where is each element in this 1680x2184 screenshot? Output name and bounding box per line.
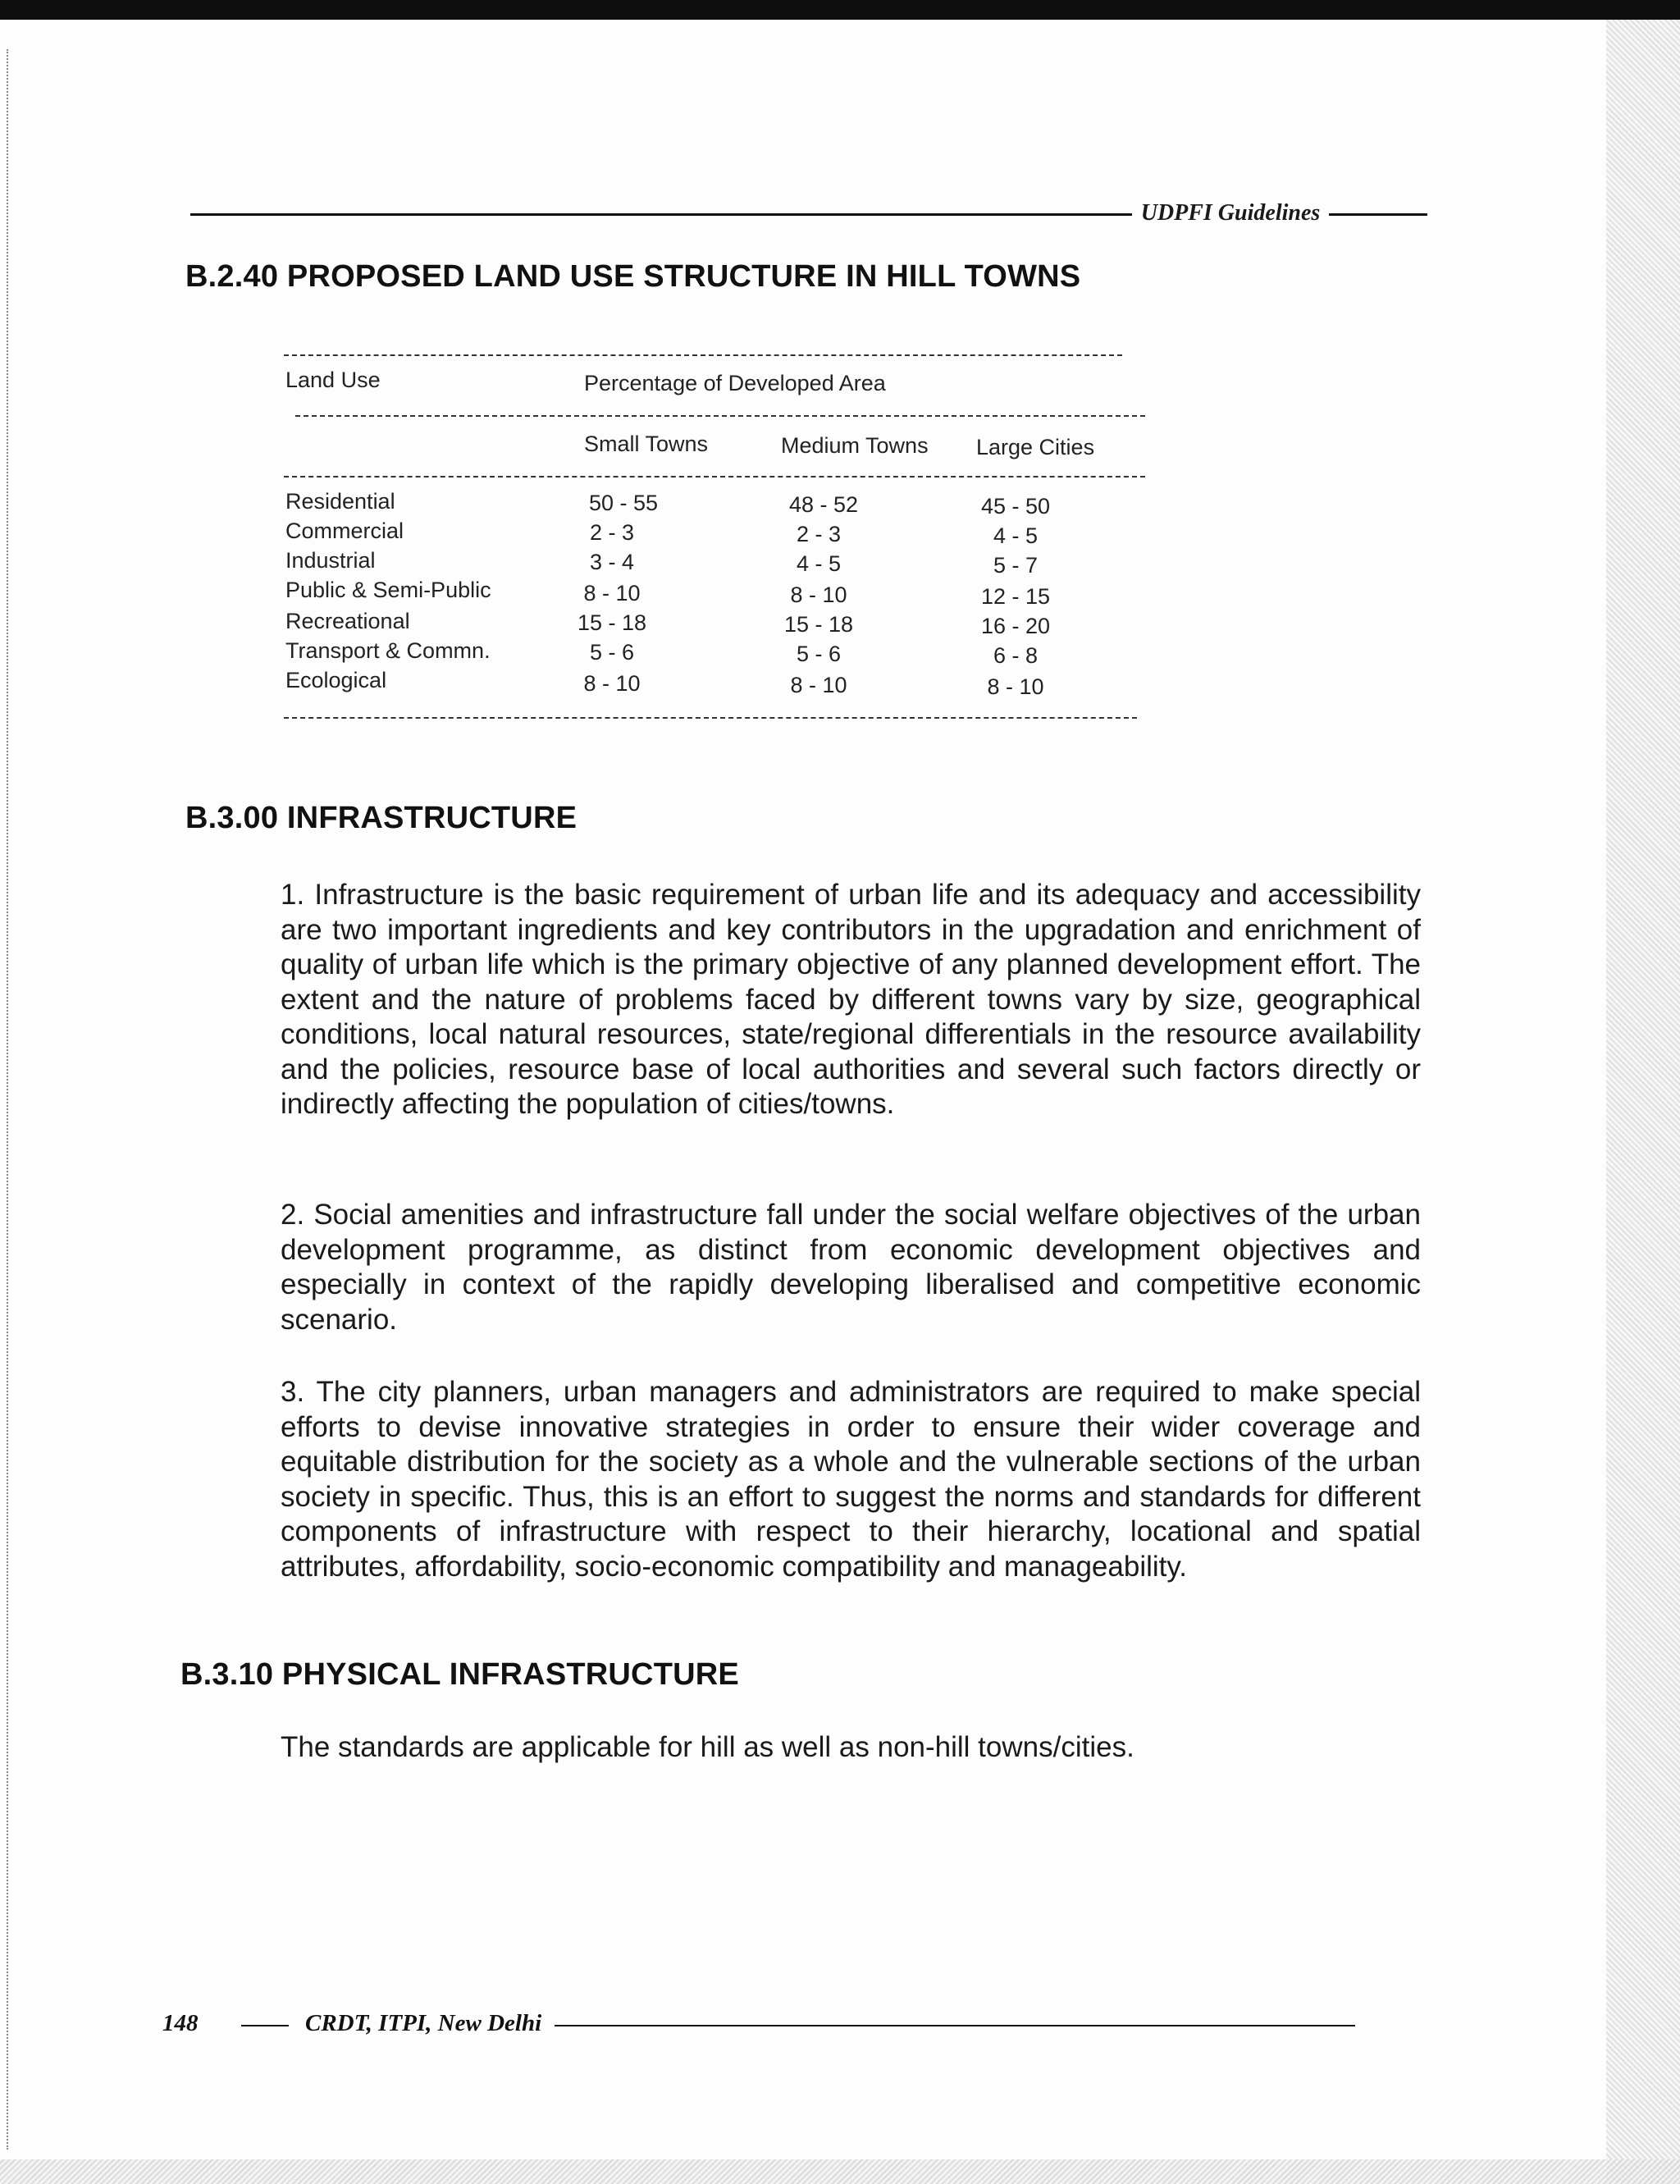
table-cell-medium: 5 - 6 [796, 642, 842, 666]
table-cell-large: 6 - 8 [993, 643, 1039, 668]
table-subheader-medium-towns: Medium Towns [781, 433, 929, 458]
table-rule-subheader [284, 476, 1145, 477]
table-cell-small: 50 - 55 [588, 491, 659, 515]
table-subheader-small-towns: Small Towns [584, 432, 709, 456]
table-cell-large: 16 - 20 [980, 614, 1051, 638]
table-cell-land-use: Residential [285, 489, 395, 514]
scan-bottom-edge [0, 2159, 1680, 2184]
table-cell-land-use: Transport & Commn. [285, 638, 491, 663]
footer-rule-short [241, 2025, 289, 2026]
footer-page-number: 148 [162, 2010, 199, 2036]
footer-rule-long [555, 2025, 1355, 2026]
table-subheader-large-cities: Large Cities [976, 435, 1095, 459]
scan-top-border [0, 0, 1680, 20]
table-cell-small: 2 - 3 [589, 520, 635, 545]
table-cell-large: 8 - 10 [987, 674, 1044, 699]
table-cell-medium: 8 - 10 [790, 673, 847, 697]
footer-publisher: CRDT, ITPI, New Delhi [305, 2010, 542, 2036]
paragraph-1: 1. Infrastructure is the basic requirement of urban life and its adequacy and accessibility are two important ingredients and key contributors in the upgradation and enrichment of quality of urban life which is the primary objective of any planned development effort. The extent and the nature of problems faced by different towns vary by size, geographical conditions, local natural resources, state/regional differentials in the resource availability and the policies, resource base of local authorities and several such factors directly or indirectly affecting the population of cities/towns. [281, 879, 1421, 1120]
table-cell-land-use: Public & Semi-Public [285, 578, 491, 602]
paragraph-3: 3. The city planners, urban managers and administrators are required to make special efforts to devise innovative strategies in order to ensure their wider coverage and equitable distribution for the society as a whole and the vulnerable sections of the urban society in specific. Thus, this is an effort to suggest the norms and standards for different components of infrastructure with respect to their hierarchy, locational and spatial attributes, affordability, socio-economic compatibility and manageability. [281, 1376, 1421, 1583]
table-cell-medium: 8 - 10 [790, 583, 847, 607]
table-cell-large: 45 - 50 [980, 494, 1051, 519]
table-rule-top [284, 354, 1122, 356]
section-heading-b310: B.3.10 PHYSICAL INFRASTRUCTURE [180, 1657, 739, 1692]
table-cell-small: 5 - 6 [589, 640, 635, 665]
header-guide-title: UDPFI Guidelines [1132, 200, 1329, 226]
table-cell-land-use: Recreational [285, 609, 410, 633]
table-cell-small: 8 - 10 [583, 671, 641, 696]
table-cell-small: 3 - 4 [589, 550, 635, 574]
table-header-percentage: Percentage of Developed Area [584, 371, 886, 395]
table-cell-large: 12 - 15 [980, 584, 1051, 609]
table-cell-medium: 48 - 52 [788, 492, 859, 517]
table-header-land-use: Land Use [285, 368, 381, 392]
table-cell-medium: 15 - 18 [783, 612, 854, 637]
scan-left-edge [0, 49, 8, 2150]
physical-infrastructure-text: The standards are applicable for hill as well as non-hill towns/cities. [281, 1731, 1134, 1763]
table-cell-large: 4 - 5 [993, 523, 1039, 548]
table-cell-large: 5 - 7 [993, 553, 1039, 578]
table-cell-medium: 4 - 5 [796, 551, 842, 576]
table-cell-land-use: Industrial [285, 548, 376, 573]
table-cell-land-use: Ecological [285, 668, 387, 692]
scan-right-edge [1606, 20, 1680, 2184]
table-cell-small: 15 - 18 [577, 610, 647, 635]
table-rule-bottom [284, 717, 1137, 719]
table-cell-land-use: Commercial [285, 519, 404, 543]
paragraph-2: 2. Social amenities and infrastructure fall under the social welfare objectives of the urban development programme, as distinct from economic development objectives and especially in context of the rapidly developing liberalised and competitive economic scenario. [281, 1199, 1421, 1336]
section-heading-b300: B.3.00 INFRASTRUCTURE [185, 801, 578, 835]
table-cell-medium: 2 - 3 [796, 522, 842, 546]
table-rule-header [295, 415, 1145, 417]
table-cell-small: 8 - 10 [583, 581, 641, 605]
section-heading-b240: B.2.40 PROPOSED LAND USE STRUCTURE IN HILL TOWNS [185, 259, 1081, 294]
